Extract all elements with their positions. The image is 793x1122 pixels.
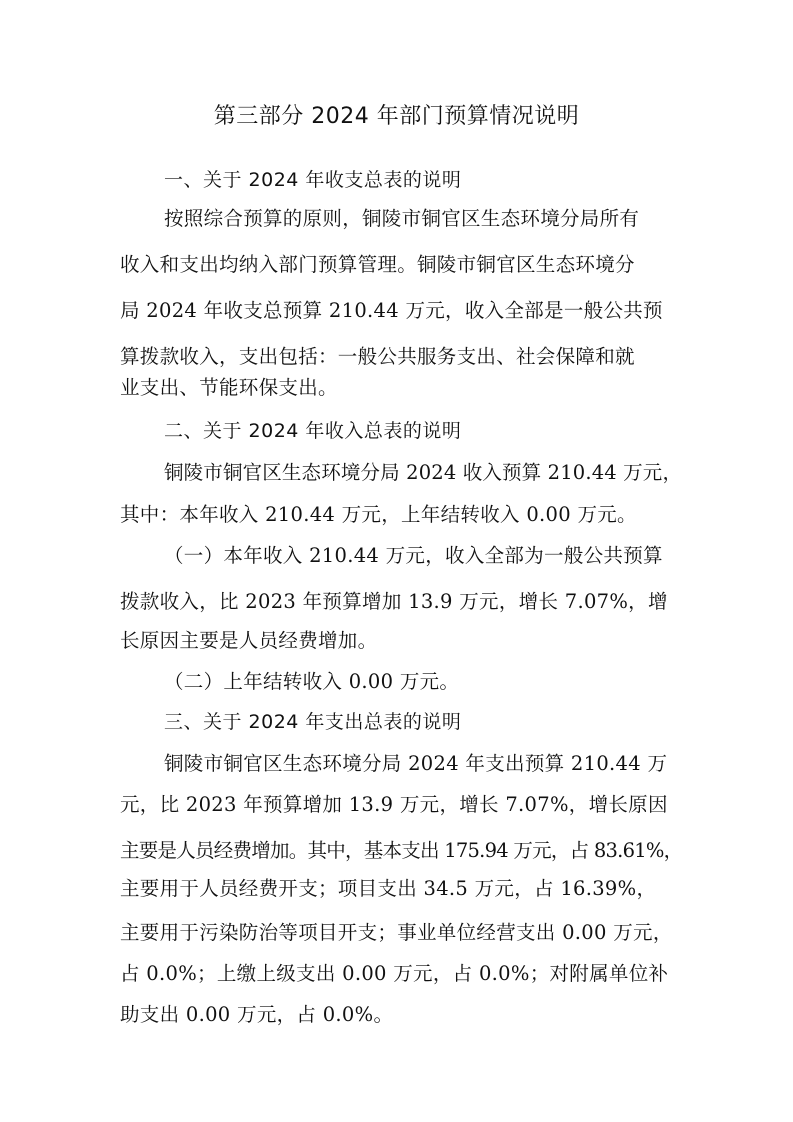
paragraph-line: 主要用于人员经费开支；项目支出 34.5 万元，占 16.39%， — [120, 877, 657, 900]
paragraph-line: 主要是人员经费增加。其中，基本支出 175.94 万元，占 83.61%， — [120, 839, 683, 862]
paragraph-line: 助支出 0.00 万元，占 0.0%。 — [120, 1003, 394, 1026]
paragraph-line: 收入和支出均纳入部门预算管理。铜陵市铜官区生态环境分 — [120, 253, 635, 276]
paragraph-line: （二）上年结转收入 0.00 万元。 — [164, 670, 460, 693]
paragraph-line: 局 2024 年收支总预算 210.44 万元，收入全部是一般公共预 — [120, 299, 663, 322]
paragraph-line: 其中：本年收入 210.44 万元，上年结转收入 0.00 万元。 — [120, 503, 637, 526]
section-heading-1: 一、关于 2024 年收支总表的说明 — [164, 169, 462, 191]
section-heading-2: 二、关于 2024 年收入总表的说明 — [164, 420, 462, 442]
paragraph-line: 主要用于污染防治等项目开支；事业单位经营支出 0.00 万元， — [120, 921, 673, 944]
paragraph-line: 长原因主要是人员经费增加。 — [120, 629, 378, 652]
paragraph-line: 元，比 2023 年预算增加 13.9 万元，增长 7.07%，增长原因 — [120, 793, 668, 816]
paragraph-line: （一）本年收入 210.44 万元，收入全部为一般公共预算 — [164, 544, 663, 567]
paragraph-line: 算拨款收入，支出包括：一般公共服务支出、社会保障和就 — [120, 345, 635, 368]
paragraph-line: 按照综合预算的原则，铜陵市铜官区生态环境分局所有 — [164, 207, 640, 230]
page-title: 第三部分 2024 年部门预算情况说明 — [213, 104, 580, 129]
section-heading-3: 三、关于 2024 年支出总表的说明 — [164, 711, 462, 733]
paragraph-line: 业支出、节能环保支出。 — [120, 376, 338, 399]
paragraph-line: 铜陵市铜官区生态环境分局 2024 收入预算 210.44 万元， — [164, 461, 683, 484]
paragraph-line: 铜陵市铜官区生态环境分局 2024 年支出预算 210.44 万 — [164, 752, 668, 775]
paragraph-line: 占 0.0%；上缴上级支出 0.00 万元，占 0.0%；对附属单位补 — [120, 962, 669, 985]
paragraph-line: 拨款收入，比 2023 年预算增加 13.9 万元，增长 7.07%，增 — [120, 590, 668, 613]
